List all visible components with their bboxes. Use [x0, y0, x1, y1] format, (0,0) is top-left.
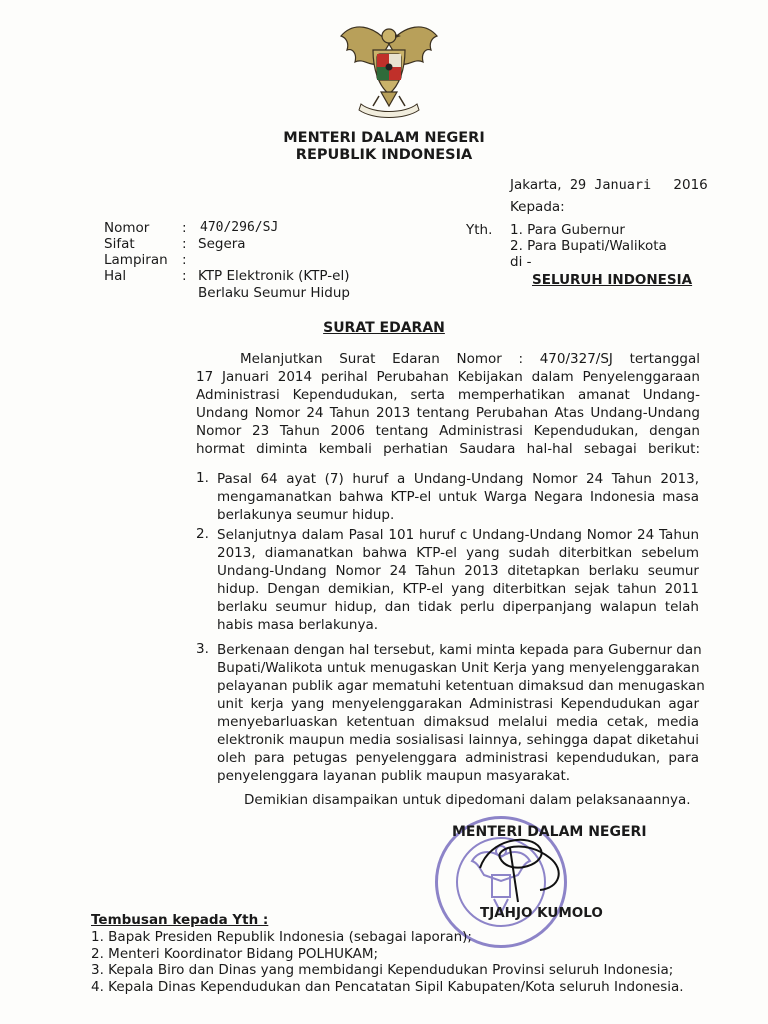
cc-list [91, 929, 731, 995]
signature-scribble-icon [470, 828, 580, 908]
sifat-value: Segera [198, 236, 246, 252]
sifat-colon: : [182, 236, 187, 252]
item-line: 2013, diamanatkan bahwa KTP-el yang sudah diterbitkan sebelum [217, 545, 699, 561]
lampiran-label: Lampiran [104, 252, 168, 268]
place: Jakarta, [510, 177, 562, 193]
item-line: Selanjutnya dalam Pasal 101 huruf c Undang-Undang Nomor 24 Tahun [217, 527, 699, 543]
intro-line: Melanjutkan Surat Edaran Nomor : 470/327/SJ tertanggal [240, 351, 700, 367]
yth-label: Yth. [466, 222, 493, 238]
item-1-number: 1. [196, 470, 209, 486]
item-line: Undang-Undang Nomor 24 Tahun 2013 ditetapkan berlaku seumur [217, 563, 699, 579]
date: 29 Januari [569, 177, 652, 193]
nomor-value: 470/296/SJ [200, 220, 279, 235]
item-1 [217, 470, 699, 524]
year: 2016 [673, 177, 708, 193]
hal-colon: : [182, 268, 187, 284]
item-line: menyebarluaskan ketentuan dimaksud melalui media cetak, media [217, 714, 699, 730]
cc-item: 2. Menteri Koordinator Bidang POLHUKAM; [91, 945, 379, 962]
item-line: elektronik maupun media sosialisasi lainnya, sehingga dapat diketahui [217, 732, 699, 748]
kepada-label: Kepada: [510, 199, 565, 215]
nomor-label: Nomor [104, 220, 150, 236]
item-line: Berkenaan dengan hal tersebut, kami minta kepada para Gubernur dan [217, 642, 702, 658]
recipient-di: di - [510, 254, 532, 270]
header-line-1: MENTERI DALAM NEGERI [283, 130, 485, 146]
closing-text: Demikian disampaikan untuk dipedomani dalam pelaksanaannya. [244, 792, 691, 808]
cc-item: 4. Kepala Dinas Kependudukan dan Pencatatan Sipil Kabupaten/Kota seluruh Indonesia. [91, 978, 684, 995]
item-line: Bupati/Walikota untuk menugaskan Unit Kerja yang menyelenggarakan [217, 660, 700, 676]
item-line: oleh para petugas penyelenggara administrasi kependudukan, para [217, 750, 699, 766]
intro-line: Undang Nomor 24 Tahun 2013 tentang Perubahan Atas Undang-Undang [196, 405, 700, 421]
cc-heading: Tembusan kepada Yth : [91, 912, 269, 928]
item-line: pelayanan publik agar mematuhi ketentuan dimaksud dan menugaskan [217, 678, 705, 694]
item-3-number: 3. [196, 641, 209, 657]
item-2-number: 2. [196, 526, 209, 542]
item-line: berlakunya seumur hidup. [217, 507, 395, 523]
intro-line: hormat diminta kembali perhatian Saudara hal-hal sebagai berikut: [196, 441, 700, 457]
hal-value-1: KTP Elektronik (KTP-el) [198, 268, 350, 284]
signatory-title: MENTERI DALAM NEGERI [452, 824, 647, 840]
hal-value-2: Berlaku Seumur Hidup [198, 285, 350, 301]
item-3 [217, 641, 705, 785]
item-2 [217, 526, 699, 634]
signatory-name: TJAHJO KUMOLO [480, 905, 603, 921]
recipient-2: 2. Para Bupati/Walikota [510, 238, 667, 254]
item-line: hidup. Dengan demikian, KTP-el yang diterbitkan sejak tahun 2011 [217, 581, 699, 597]
item-line: unit kerja yang menyelenggarakan Administrasi Kependudukan agar [217, 696, 699, 712]
item-line: mengamanatkan bahwa KTP-el untuk Warga Negara Indonesia masa [217, 489, 699, 505]
item-line: penyelenggara layanan publik maupun masyarakat. [217, 768, 571, 784]
hal-label: Hal [104, 268, 127, 284]
cc-item: 3. Kepala Biro dan Dinas yang membidangi Kependudukan Provinsi seluruh Indonesia; [91, 962, 674, 978]
document-title: SURAT EDARAN [323, 320, 445, 336]
intro-line: Nomor 23 Tahun 2006 tentang Administrasi Kependudukan, dengan [196, 423, 700, 439]
item-line: berlaku seumur hidup, dan tidak perlu diperpanjang walapun telah [217, 599, 699, 615]
cc-item: 1. Bapak Presiden Republik Indonesia (sebagai laporan); [91, 929, 472, 945]
lampiran-colon: : [182, 252, 187, 268]
recipient-1: 1. Para Gubernur [510, 222, 625, 238]
sifat-label: Sifat [104, 236, 135, 252]
intro-line: 17 Januari 2014 perihal Perubahan Kebijakan dalam Penyelenggaraan [196, 369, 700, 385]
item-line: Pasal 64 ayat (7) huruf a Undang-Undang Nomor 24 Tahun 2013, [217, 471, 699, 487]
place-date [510, 177, 708, 193]
recipient-location: SELURUH INDONESIA [532, 272, 693, 288]
intro-line: Administrasi Kependudukan, serta memperhatikan amanat Undang- [196, 387, 700, 403]
header-line-2: REPUBLIK INDONESIA [295, 147, 473, 163]
intro-paragraph [196, 350, 700, 458]
item-line: habis masa berlakunya. [217, 617, 379, 633]
nomor-colon: : [182, 220, 187, 236]
garuda-emblem-icon [333, 14, 445, 124]
